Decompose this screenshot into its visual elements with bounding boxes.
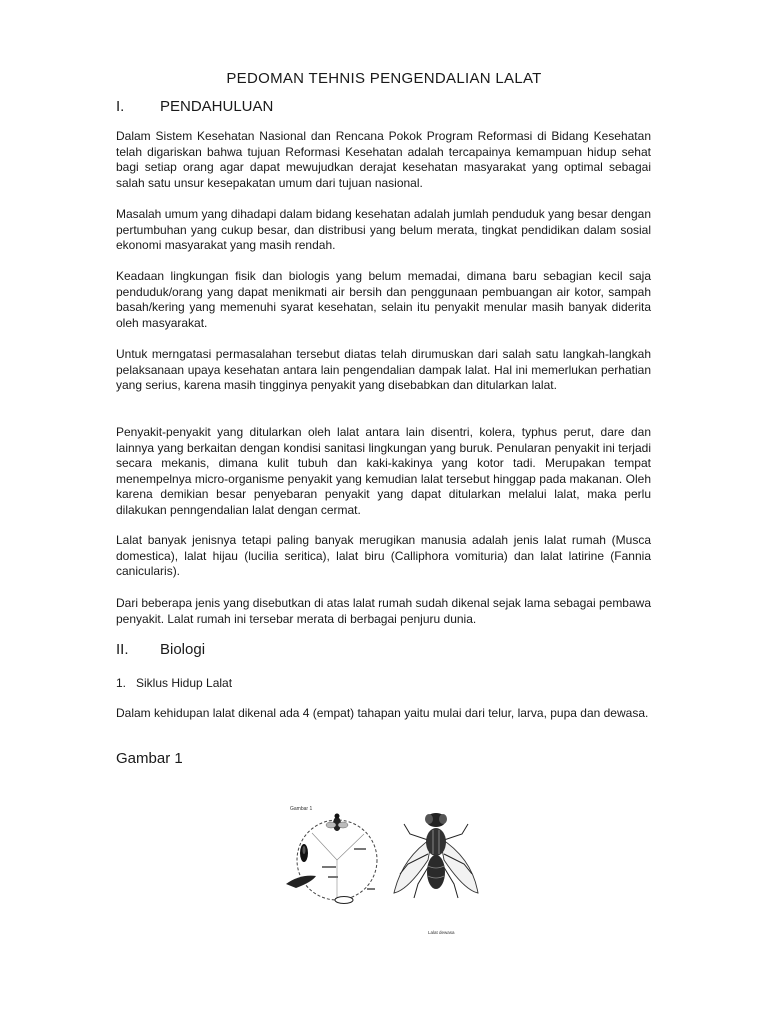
fly-life-cycle-figure — [282, 798, 486, 938]
section-title: Biologi — [160, 641, 206, 658]
cycle-divider — [337, 834, 364, 860]
subsection-heading-siklus — [116, 676, 232, 690]
paragraph-3: Keadaan lingkungan fisik dan biologis yang belum memadai, dimana baru sebagian kecil saja penduduk/orang yang dapat menikmati air bersih dan penggunaan pembuangan air kotor, sampah basah/kering yang memenuhi syarat kesehatan, selain itu penyakit menular masih banyak diderita oleh masyarakat. — [116, 269, 651, 330]
pupa-icon — [335, 897, 353, 904]
paragraph-6: Lalat banyak jenisnya tetapi paling banyak merugikan manusia adalah jenis lalat rumah (Musca domestica), lalat hijau (lucilia seritica), lalat biru (Calliphora vomituria) dan lalat latirine (Fannia canicularis). — [116, 533, 651, 578]
paragraph-biologi: Dalam kehidupan lalat dikenal ada 4 (empat) tahapan yaitu mulai dari telur, larva, pupa dan dewasa. — [116, 706, 649, 720]
section-heading-biologi — [116, 641, 205, 658]
paragraph-2: Masalah umum yang dihadapi dalam bidang kesehatan adalah jumlah penduduk yang besar dengan pertumbuhan yang cukup besar, dan distribusi yang belum merata, tingkat pendidikan dalam sosial ekonomi masyarakat yang masih rendah. — [116, 207, 651, 252]
cycle-divider — [312, 833, 337, 860]
paragraph-7: Dari beberapa jenis yang disebutkan di atas lalat rumah sudah dikenal sejak lama sebagai pembawa penyakit. Lalat rumah ini tersebar merata di berbagai penjuru dunia. — [116, 596, 651, 626]
document-title: PEDOMAN TEHNIS PENGENDALIAN LALAT — [226, 70, 542, 87]
paragraph-4: Untuk merngatasi permasalahan tersebut diatas telah dirumuskan dari salah satu langkah-langkah pelaksanaan upaya kesehatan antara lain pengendalian dampak lalat. Hal ini memerlukan perhatian yang serius, karena masih tingginya penyakit yang disebabkan dan ditularkan lalat. — [116, 347, 651, 392]
section-number: II. — [116, 641, 129, 658]
paragraph-1: Dalam Sistem Kesehatan Nasional dan Rencana Pokok Program Reformasi di Bidang Kesehatan telah digariskan bahwa tujuan Reformasi Kesehatan adalah tercapainya kemampuan hidup sehat bagi setiap orang agar dapat mewujudkan derajat kesehatan masyarakat yang optimal sebagai salah satu unsur kesepakatan umum dari tujuan nasional. — [116, 129, 651, 190]
fly-life-cycle-illustration — [282, 798, 486, 938]
paragraph-5: Penyakit-penyakit yang ditularkan oleh lalat antara lain disentri, kolera, typhus perut, dare dan lainnya yang berkaitan dengan kondisi sanitasi lingkungan yang buruk. Penularan penyakit ini terjadi secara mekanis, dimana kulit tubuh dan kaki-kakinya yang kotor tadi. Merupakan tempat menempelnya micro-organisme penyakit yang kemudian lalat tersebut hinggap pada makanan. Oleh karena demikian besar penyebaran penyakit yang dapat ditularkan melalui lalat, maka perlu dilakukan penngendalian lalat dengan cermat. — [116, 425, 651, 517]
section-heading-pendahuluan — [116, 98, 273, 115]
larva-icon — [286, 876, 316, 888]
section-title: PENDAHULUAN — [160, 98, 274, 115]
adult-fly-caption: Lalat dewasa — [428, 930, 455, 935]
subsection-title: Siklus Hidup Lalat — [136, 676, 233, 690]
figure-inner-caption: Gambar 1 — [290, 806, 313, 812]
section-number: I. — [116, 98, 125, 115]
adult-fly-icon — [394, 813, 478, 898]
egg-icon — [300, 844, 308, 862]
life-cycle-diagram — [286, 814, 377, 904]
figure-label: Gambar 1 — [116, 750, 183, 767]
subsection-number: 1. — [116, 676, 127, 690]
small-fly-icon — [326, 814, 348, 832]
